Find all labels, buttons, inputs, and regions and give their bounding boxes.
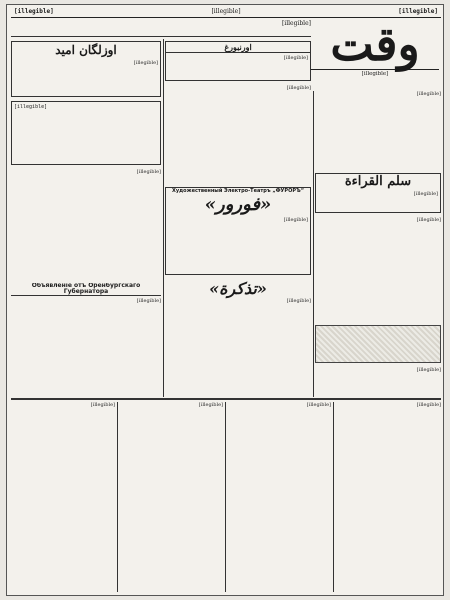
bottom-col-1-text: [illegible]: [90, 402, 115, 408]
left-notices-text: [illegible]: [136, 169, 161, 175]
right-column-top-text: [illegible]: [416, 91, 441, 97]
bottom-col-3: [227, 402, 331, 592]
top-middle-title: اورنبورغ: [166, 42, 310, 53]
issue-date: [illegible]: [211, 8, 241, 15]
top-left-text: [illegible]: [133, 60, 158, 66]
top-left-box: [11, 41, 161, 97]
calligraphy-ornament: [315, 325, 441, 363]
tazkira-text: [illegible]: [286, 298, 311, 304]
issue-right: [illegible]: [398, 8, 438, 15]
theatre-ad: [165, 187, 311, 275]
column-rule: [117, 402, 118, 592]
bottom-col-2: [119, 402, 223, 592]
right-article: [315, 217, 441, 321]
top-middle-box: [165, 41, 311, 81]
governor-announcement: [11, 283, 161, 395]
right-lower-text: [illegible]: [416, 367, 441, 373]
governor-title: Объявленіе отъ Оренбургскаго Губернатора: [11, 283, 161, 296]
middle-schedule-text: [illegible]: [286, 85, 311, 91]
right-ad-box: [315, 173, 441, 213]
newspaper-page: [6, 4, 444, 596]
theatre-text: [illegible]: [283, 217, 308, 223]
bottom-col-4: [335, 402, 441, 592]
top-left-title: اوزلگان اميد: [55, 43, 117, 57]
right-ad-title: سلم القراءة: [344, 174, 412, 189]
theatre-title: «فورور»: [204, 194, 272, 215]
newspaper-title: وقت: [330, 19, 420, 71]
header-strip: [11, 7, 441, 18]
bottom-col-4-text: [illegible]: [416, 402, 441, 408]
right-article-text: [illegible]: [416, 217, 441, 223]
bottom-col-1: [11, 402, 115, 592]
schedule-lines: [illegible]: [14, 104, 48, 110]
issue-left: [illegible]: [14, 8, 54, 15]
motto-strip: [illegible]: [11, 19, 311, 37]
tazkira-title: «تذكرة»: [209, 279, 267, 298]
column-rule: [163, 39, 164, 397]
theatre-title-ru: Художественный Электро-Театръ „ФУРОРЪ“: [172, 188, 304, 194]
left-notices: [11, 169, 161, 279]
bottom-col-2-text: [illegible]: [198, 402, 223, 408]
masthead: [311, 19, 439, 89]
top-middle-text: [illegible]: [283, 55, 308, 61]
schedule-table: [11, 101, 161, 165]
governor-text: [illegible]: [136, 298, 161, 304]
masthead-subtitle: [illegible]: [311, 69, 439, 78]
right-column-top: [315, 91, 441, 171]
right-lower-article: [315, 367, 441, 395]
column-rule: [313, 91, 314, 397]
column-rule: [333, 402, 334, 592]
middle-schedule: [165, 85, 311, 183]
column-rule: [225, 402, 226, 592]
section-divider: [11, 398, 441, 400]
tazkira-section: [165, 279, 311, 395]
bottom-col-3-text: [illegible]: [306, 402, 331, 408]
right-ad-text: [illegible]: [413, 191, 438, 197]
